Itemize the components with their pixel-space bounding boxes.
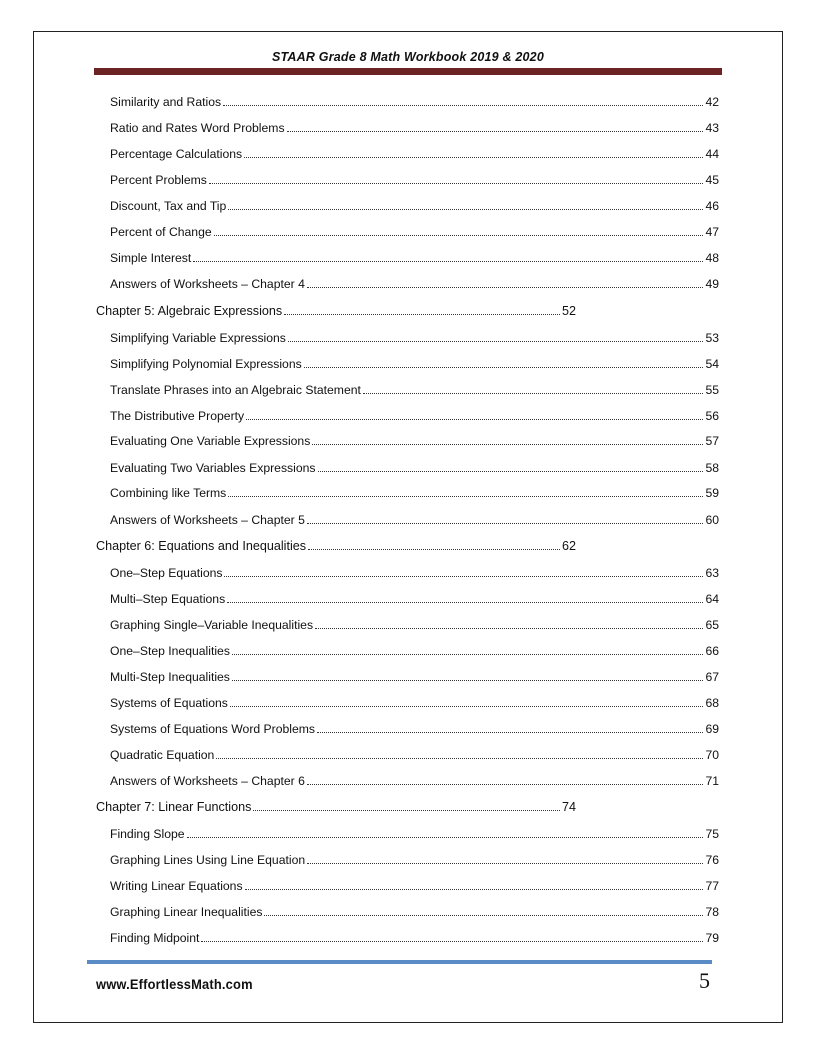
toc-entry-page: 58: [705, 461, 719, 475]
toc-entry-label: Percentage Calculations: [110, 147, 243, 161]
toc-leader-dots: [214, 221, 704, 236]
toc-entry-label: Evaluating One Variable Expressions: [110, 434, 311, 448]
toc-entry-page: 75: [705, 827, 719, 841]
toc-leader-dots: [227, 588, 703, 603]
toc-entry-label: Graphing Linear Inequalities: [110, 905, 263, 919]
toc-entry-page: 64: [705, 592, 719, 606]
toc-entry[interactable]: [110, 143, 719, 161]
toc-chapter-entry[interactable]: [96, 535, 576, 553]
toc-entry-label: Translate Phrases into an Algebraic Statement: [110, 383, 361, 397]
toc-entry-page: 57: [705, 434, 719, 448]
header-rule: [94, 68, 722, 75]
toc-entry-label: Finding Midpoint: [110, 931, 200, 945]
toc-entry-page: 78: [705, 905, 719, 919]
toc-chapter-page: 74: [561, 800, 576, 814]
toc-entry-page: 59: [705, 486, 719, 500]
toc-leader-dots: [253, 796, 560, 811]
toc-entry-label: Multi-Step Inequalities: [110, 670, 230, 684]
toc-entry-page: 46: [705, 199, 719, 213]
toc-entry-label: Similarity and Ratios: [110, 95, 222, 109]
toc-entry[interactable]: [110, 169, 719, 187]
toc-entry[interactable]: [110, 562, 719, 580]
toc-entry-label: Answers of Worksheets – Chapter 6: [110, 774, 305, 788]
toc-entry-label: Answers of Worksheets – Chapter 4: [110, 277, 305, 291]
toc-entry[interactable]: [110, 247, 719, 265]
toc-entry[interactable]: [110, 353, 719, 371]
toc-entry-page: 48: [705, 251, 719, 265]
toc-leader-dots: [363, 379, 704, 394]
toc-leader-dots: [304, 353, 704, 368]
toc-leader-dots: [288, 327, 704, 342]
toc-leader-dots: [216, 744, 703, 759]
toc-entry[interactable]: [110, 849, 719, 867]
toc-entry-page: 77: [705, 879, 719, 893]
toc-entry-label: Writing Linear Equations: [110, 879, 243, 893]
toc-entry-page: 69: [705, 722, 719, 736]
footer-rule: [87, 960, 712, 964]
toc-entry-label: Simplifying Variable Expressions: [110, 331, 286, 345]
toc-entry[interactable]: [110, 91, 719, 109]
toc-entry-label: Graphing Single–Variable Inequalities: [110, 618, 314, 632]
toc-leader-dots: [232, 640, 704, 655]
toc-entry-page: 60: [705, 513, 719, 527]
toc-chapter-label: Chapter 6: Equations and Inequalities: [96, 539, 307, 553]
toc-entry[interactable]: [110, 666, 719, 684]
toc-entry-label: Systems of Equations Word Problems: [110, 722, 316, 736]
toc-entry-page: 76: [705, 853, 719, 867]
toc-entry-page: 65: [705, 618, 719, 632]
toc-entry[interactable]: [110, 457, 719, 475]
toc-leader-dots: [318, 457, 704, 472]
toc-entry[interactable]: [110, 430, 719, 448]
toc-entry-label: One–Step Inequalities: [110, 644, 230, 658]
toc-entry-page: 45: [705, 173, 719, 187]
toc-leader-dots: [228, 195, 703, 210]
toc-entry-page: 71: [705, 774, 719, 788]
toc-entry-page: 44: [705, 147, 719, 161]
toc-entry-page: 54: [705, 357, 719, 371]
toc-leader-dots: [201, 927, 703, 942]
toc-entry-page: 63: [705, 566, 719, 580]
toc-leader-dots: [224, 562, 703, 577]
toc-chapter-entry[interactable]: [96, 300, 576, 318]
toc-leader-dots: [264, 901, 703, 916]
toc-entry-page: 55: [705, 383, 719, 397]
toc-entry-page: 49: [705, 277, 719, 291]
toc-entry[interactable]: [110, 195, 719, 213]
toc-leader-dots: [245, 875, 704, 890]
toc-entry[interactable]: [110, 221, 719, 239]
toc-entry[interactable]: [110, 770, 719, 788]
toc-entry-label: The Distributive Property: [110, 409, 245, 423]
toc-leader-dots: [317, 718, 703, 733]
toc-chapter-entry[interactable]: [96, 796, 576, 814]
toc-leader-dots: [307, 770, 704, 785]
toc-entry[interactable]: [110, 614, 719, 632]
toc-entry[interactable]: [110, 640, 719, 658]
footer-website: www.EffortlessMath.com: [96, 976, 253, 992]
toc-entry-label: Graphing Lines Using Line Equation: [110, 853, 306, 867]
toc-leader-dots: [307, 849, 703, 864]
toc-entry-label: Simplifying Polynomial Expressions: [110, 357, 302, 371]
toc-entry[interactable]: [110, 405, 719, 423]
toc-entry-page: 53: [705, 331, 719, 345]
toc-entry-page: 66: [705, 644, 719, 658]
toc-entry-page: 79: [705, 931, 719, 945]
toc-entry-label: Answers of Worksheets – Chapter 5: [110, 513, 305, 527]
toc-leader-dots: [287, 117, 704, 132]
toc-entry-label: One–Step Equations: [110, 566, 223, 580]
toc-leader-dots: [307, 509, 704, 524]
toc-entry-label: Evaluating Two Variables Expressions: [110, 461, 316, 475]
toc-leader-dots: [308, 535, 560, 550]
toc-entry[interactable]: [110, 379, 719, 397]
toc-entry[interactable]: [110, 117, 719, 135]
toc-entry-label: Quadratic Equation: [110, 748, 215, 762]
toc-chapter-page: 52: [561, 304, 576, 318]
toc-chapter-label: Chapter 5: Algebraic Expressions: [96, 304, 283, 318]
toc-entry-label: Systems of Equations: [110, 696, 228, 710]
toc-entry-label: Discount, Tax and Tip: [110, 199, 227, 213]
toc-chapter-page: 62: [561, 539, 576, 553]
toc-entry-page: 68: [705, 696, 719, 710]
toc-entry[interactable]: [110, 482, 719, 500]
toc-entry[interactable]: [110, 692, 719, 710]
toc-entry-page: 56: [705, 409, 719, 423]
toc-leader-dots: [209, 169, 704, 184]
toc-entry-page: 43: [705, 121, 719, 135]
toc-entry[interactable]: [110, 875, 719, 893]
toc-entry-label: Ratio and Rates Word Problems: [110, 121, 285, 135]
toc-leader-dots: [187, 823, 704, 838]
toc-entry[interactable]: [110, 823, 719, 841]
toc-chapter-label: Chapter 7: Linear Functions: [96, 800, 252, 814]
toc-entry[interactable]: [110, 588, 719, 606]
toc-entry-page: 42: [705, 95, 719, 109]
toc-leader-dots: [246, 405, 703, 420]
toc-leader-dots: [228, 482, 703, 497]
toc-entry[interactable]: [110, 327, 719, 345]
toc-leader-dots: [223, 91, 703, 106]
toc-entry[interactable]: [110, 273, 719, 291]
toc-entry[interactable]: [110, 901, 719, 919]
toc-entry-label: Finding Slope: [110, 827, 185, 841]
toc-entry[interactable]: [110, 509, 719, 527]
toc-entry-label: Simple Interest: [110, 251, 192, 265]
toc-entry-page: 70: [705, 748, 719, 762]
toc-entry-label: Percent of Change: [110, 225, 212, 239]
toc-entry[interactable]: [110, 744, 719, 762]
toc-leader-dots: [193, 247, 703, 262]
toc-leader-dots: [315, 614, 703, 629]
toc-leader-dots: [307, 273, 704, 288]
toc-entry-label: Percent Problems: [110, 173, 207, 187]
toc-entry-label: Multi–Step Equations: [110, 592, 226, 606]
header-title: STAAR Grade 8 Math Workbook 2019 & 2020: [271, 50, 544, 64]
toc-leader-dots: [312, 430, 703, 445]
toc-entry-label: Combining like Terms: [110, 486, 227, 500]
page-number: 5: [699, 968, 710, 993]
toc-leader-dots: [284, 300, 560, 315]
toc-entry[interactable]: [110, 927, 719, 945]
toc-leader-dots: [232, 666, 704, 681]
toc-entry-page: 67: [705, 670, 719, 684]
toc-entry-page: 47: [705, 225, 719, 239]
toc-leader-dots: [244, 143, 703, 158]
toc-leader-dots: [230, 692, 704, 707]
toc-entry[interactable]: [110, 718, 719, 736]
